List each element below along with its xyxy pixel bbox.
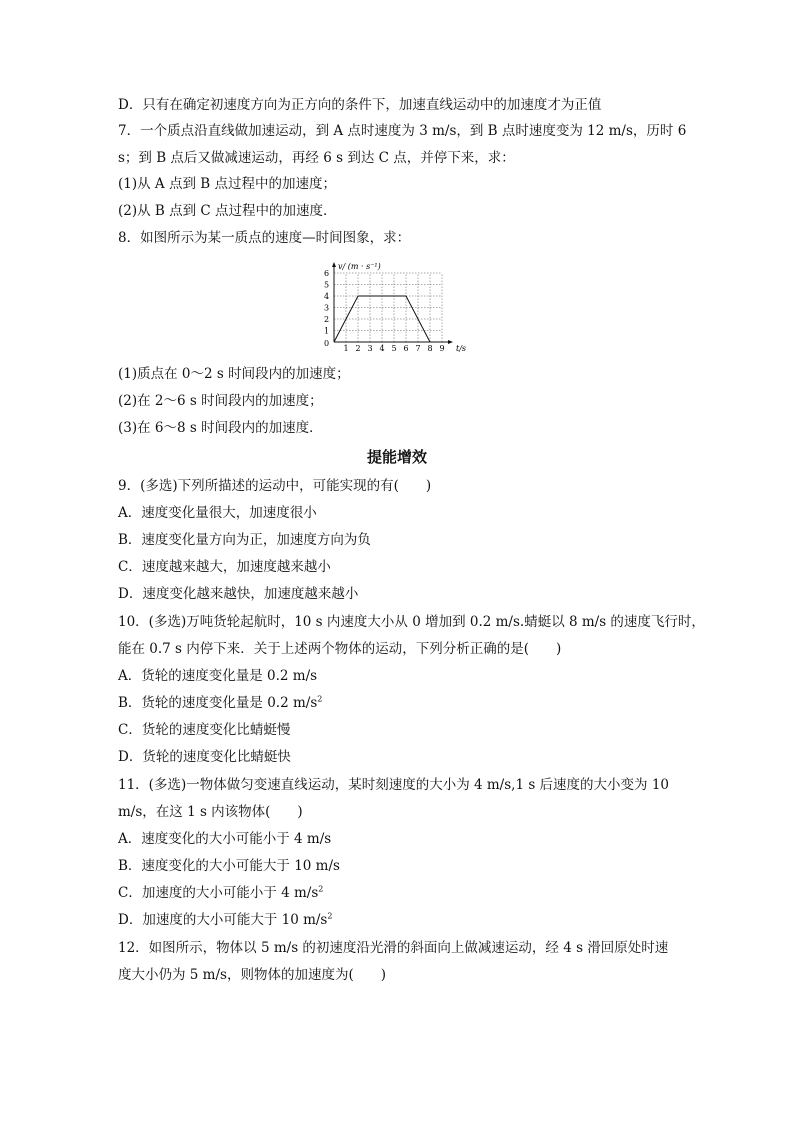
y-tick-label: 2 bbox=[324, 315, 330, 324]
q11-option-b: B．速度变化的大小可能大于 10 m/s bbox=[118, 858, 340, 874]
q11-stem-line1: 11．(多选)一物体做匀变速直线运动，某时刻速度的大小为 4 m/s,1 s 后速度的大小变为 10 bbox=[118, 777, 670, 793]
x-axis-label: t/s bbox=[456, 344, 467, 353]
x-tick-label: 7 bbox=[415, 344, 421, 353]
graph-axes bbox=[332, 262, 453, 344]
y-tick-label: 3 bbox=[324, 303, 330, 313]
q7-stem-line1: 7．一个质点沿直线做加速运动，到 A 点时速度为 3 m/s，到 B 点时速度变为 12 m/s，历时 6 bbox=[118, 123, 687, 139]
q7-stem-line2: s；到 B 点后又做减速运动，再经 6 s 到达 C 点，并停下来，求： bbox=[118, 150, 515, 166]
q11-option-c: C．加速度的大小可能小于 4 $m/s^2$ bbox=[118, 884, 324, 901]
q11-option-d: D．加速度的大小可能大于 10 $m/s^2$ bbox=[118, 911, 333, 928]
y-tick-label: 6 bbox=[324, 269, 330, 278]
x-tick-label: 5 bbox=[391, 344, 397, 353]
q9-option-d: D．速度变化越来越快，加速度越来越小 bbox=[118, 586, 359, 602]
q8-stem: 8．如图所示为某一质点的速度—时间图象，求： bbox=[118, 230, 411, 246]
x-axis-arrow bbox=[448, 340, 453, 344]
x-tick-label: 8 bbox=[427, 344, 433, 353]
q9-stem: 9．(多选)下列所描述的运动中，可能实现的有( ) bbox=[118, 478, 432, 494]
q7-part2: (2)从 B 点到 C 点过程中的加速度． bbox=[118, 203, 337, 219]
x-tick-labels bbox=[344, 344, 445, 353]
x-tick-label: 9 bbox=[439, 344, 445, 353]
section-heading: 提能增效 bbox=[366, 448, 427, 466]
q8-part3: (3)在 6～8 s 时间段内的加速度． bbox=[118, 420, 323, 436]
q10-option-a: A．货轮的速度变化量是 0.2 m/s bbox=[118, 668, 318, 684]
x-tick-label: 2 bbox=[355, 344, 361, 353]
y-tick-label: 5 bbox=[324, 280, 330, 290]
x-tick-label: 4 bbox=[379, 344, 385, 353]
y-tick-label: 4 bbox=[324, 292, 330, 301]
q9-option-c: C．速度越来越大，加速度越来越小 bbox=[118, 559, 331, 575]
q10-option-b: B．货轮的速度变化量是 0.2 $m/s^2$ bbox=[118, 694, 323, 711]
origin-label: 0 bbox=[324, 339, 330, 348]
q8-part2: (2)在 2～6 s 时间段内的加速度； bbox=[118, 393, 323, 409]
q11-stem-line2: m/s，在这 1 s 内该物体( ) bbox=[118, 804, 303, 820]
y-axis-label: v/ (m · s⁻¹) bbox=[338, 262, 381, 271]
y-axis-arrow bbox=[332, 262, 336, 267]
y-tick-label: 1 bbox=[324, 326, 330, 336]
graph-grid bbox=[334, 273, 442, 342]
q7-part1: (1)从 A 点到 B 点过程中的加速度； bbox=[118, 176, 336, 192]
x-tick-label: 3 bbox=[367, 344, 373, 353]
q6-option-d: D．只有在确定初速度方向为正方向的条件下，加速直线运动中的加速度才为正值 bbox=[118, 97, 602, 113]
q11-option-a: A．速度变化的大小可能小于 4 m/s bbox=[118, 831, 332, 847]
q9-option-b: B．速度变化量方向为正，加速度方向为负 bbox=[118, 532, 371, 548]
q10-option-c: C．货轮的速度变化比蜻蜓慢 bbox=[118, 722, 291, 738]
velocity-time-graph bbox=[322, 258, 472, 358]
q12-stem-line1: 12．如图所示，物体以 5 m/s 的初速度沿光滑的斜面向上做减速运动，经 4 s 滑回原处时速 bbox=[118, 940, 669, 956]
q10-option-d: D．货轮的速度变化比蜻蜓快 bbox=[118, 749, 291, 765]
x-tick-label: 1 bbox=[343, 344, 349, 353]
q12-stem-line2: 度大小仍为 5 m/s，则物体的加速度为( ) bbox=[118, 967, 386, 983]
q10-stem-line1: 10．(多选)万吨货轮起航时，10 s 内速度大小从 0 增加到 0.2 m/s.蜻蜓以 8 m/s 的速度飞行时， bbox=[118, 614, 705, 630]
x-tick-label: 6 bbox=[403, 344, 409, 353]
q10-stem-line2: 能在 0.7 s 内停下来．关于上述两个物体的运动，下列分析正确的是( ) bbox=[118, 641, 562, 657]
q8-part1: (1)质点在 0～2 s 时间段内的加速度； bbox=[118, 366, 350, 382]
y-tick-labels bbox=[324, 269, 329, 336]
q9-option-a: A．速度变化量很大，加速度很小 bbox=[118, 505, 317, 521]
